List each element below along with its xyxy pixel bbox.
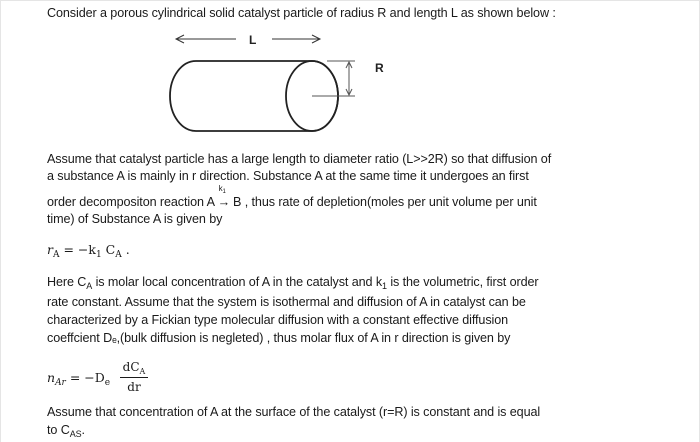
intro-text: Consider a porous cylindrical solid catalyst particle of radius R and length L as shown below : xyxy=(47,6,556,20)
para1-line3 xyxy=(47,184,537,209)
para1-line2: a substance A is mainly in r direction. Substance A at the same time it undergoes an first xyxy=(47,169,529,183)
flux-numerator: $dC_A$ xyxy=(122,360,146,376)
reaction-text-a: order decompositon reaction A xyxy=(47,195,218,209)
radius-label: R xyxy=(375,61,384,75)
rate-constant-label: $k_1$ xyxy=(218,184,226,195)
fraction-bar xyxy=(120,377,148,378)
length-arrow xyxy=(176,35,320,43)
length-label: L xyxy=(249,33,257,47)
para2-line2: rate constant. Assume that the system is isothermal and diffusion of A in catalyst can be xyxy=(47,295,526,309)
para3-line1: Assume that concentration of A at the surface of the catalyst (r=R) is constant and is equal xyxy=(47,405,541,419)
flux-lhs: $n_{Ar} = -D_e$ xyxy=(47,370,111,388)
para2-line1: Here $C_A$ is molar local concentration of A in the catalyst and $k_1$ is the volumetric, first order xyxy=(47,275,539,291)
para1-line1: Assume that catalyst particle has a large length to diameter ratio (L>>2R) so that diffusion of xyxy=(47,152,552,166)
radius-indicator xyxy=(312,61,355,96)
para3-line2: to $C_{AS}$. xyxy=(47,423,85,439)
reaction-text-b: B , thus rate of depletion(moles per unit volume per unit xyxy=(229,195,537,209)
cylinder-figure xyxy=(0,0,700,160)
para1-line4: time) of Substance A is given by xyxy=(47,212,223,226)
flux-denominator: dr xyxy=(127,380,141,394)
para2-line3: characterized by a Fickian type molecular diffusion with a constant effective diffusion xyxy=(47,313,509,327)
rate-equation: $r_A = -k_1$ $C_A$ . xyxy=(47,242,130,260)
para2-line4: coeffcient Dₑ,(bulk diffusion is negleted) , thus molar flux of A in r direction is given by xyxy=(47,331,511,345)
reaction-arrow: $k_1$ → xyxy=(217,184,231,209)
